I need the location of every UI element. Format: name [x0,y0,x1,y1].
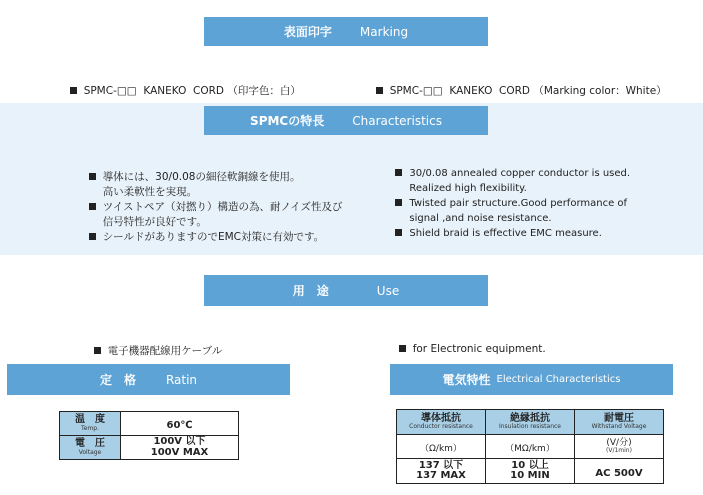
electrical-header-en: Withstand Voltage [591,423,647,431]
char-en-5 [389,217,602,239]
char-jp-text: 高い柔軟性を実現。 [102,186,198,198]
char-en-text: Twisted pair structure.Good performance of [409,198,628,209]
bullet-square-icon [94,347,101,354]
electrical-value-cell [575,459,664,484]
use-jp-text: 電子機器配線用ケーブル [107,345,223,357]
char-jp-text: ツイストペア（対撚り）構造の為、耐ノイズ性及び [102,201,343,213]
electrical-table [396,409,664,484]
bullet-square-icon [395,229,402,236]
table-row [60,412,239,436]
electrical-title-en: Electrical Characteristics [496,374,621,385]
electrical-value-cell [397,459,486,484]
rating-title-band [7,364,290,395]
char-en-text: 30/0.08 annealed copper conductor is used. [409,168,631,179]
electrical-value: 10 以上 [511,459,549,471]
bullet-square-icon [399,345,406,352]
characteristics-title-en: Characteristics [352,113,442,128]
marking-left [63,71,301,98]
table-row [60,436,239,460]
electrical-value: 137 以下 [418,459,464,471]
char-en-text: Shield braid is effective EMC measure. [409,228,602,239]
electrical-header-en: Insulation resistance [498,423,561,431]
electrical-unit: (V/分) [606,437,632,448]
rating-value-en: 100V MAX [150,446,209,458]
rating-label-jp: 電 圧 [75,438,105,450]
marking-right-text: SPMC-□□ KANEKO CORD （Marking color：White） [389,85,667,97]
rating-value: 60℃ [166,420,193,432]
electrical-unit: （MΩ/km） [505,444,555,455]
use-title-en: Use [376,283,400,298]
table-row [397,435,664,459]
bullet-square-icon [89,203,96,210]
electrical-header-en: Conductor resistance [409,423,473,431]
electrical-header-cell [575,410,664,435]
electrical-unit-cell [397,435,486,459]
electrical-header-cell [486,410,575,435]
char-jp-text: 導体には、30/0.08の細径軟銅線を使用。 [102,171,301,183]
electrical-unit-cell [575,435,664,459]
use-title-band [204,275,488,306]
rating-label-cell [60,436,121,460]
electrical-unit: （Ω/km） [420,444,462,455]
marking-right [369,71,667,98]
electrical-header-jp: 導体抵抗 [421,412,461,424]
rating-value-cell [121,412,239,436]
rating-title-jp: 定 格 [99,373,136,387]
electrical-value-cell [486,459,575,484]
marking-title-band [204,17,488,46]
characteristics-title-jp: SPMCの特長 [250,114,325,128]
electrical-unit-cell [486,435,575,459]
characteristics-title-band [204,106,488,135]
use-en [392,331,546,355]
bullet-square-icon [395,169,402,176]
electrical-header-cell [397,410,486,435]
use-en-text: for Electronic equipment. [412,343,546,355]
rating-title-en: Ratin [165,372,198,387]
rating-label-jp: 温 度 [75,414,105,426]
marking-title-en: Marking [359,24,409,39]
rating-label-en: Temp. [81,424,99,432]
electrical-header-jp: 耐電圧 [604,412,634,424]
table-row [397,459,664,484]
electrical-value-en: 137 MAX [416,470,466,481]
electrical-title-band [390,364,673,395]
electrical-header-jp: 絶縁抵抗 [510,412,550,424]
bullet-square-icon [89,233,96,240]
bullet-square-icon [89,173,96,180]
bullet-square-icon [70,87,77,94]
char-en-text: Realized high flexibility. [409,183,527,194]
use-jp [87,331,222,358]
table-row [397,410,664,435]
electrical-title-jp: 電気特性 [442,373,491,387]
use-title-jp: 用 途 [292,284,329,298]
marking-left-text: SPMC-□□ KANEKO CORD （印字色：白） [83,85,301,97]
char-jp-5 [82,217,324,244]
electrical-value: AC 500V [595,467,643,479]
bullet-square-icon [395,199,402,206]
electrical-value-en: 10 MIN [510,470,550,481]
char-jp-text: 信号特性が良好です。 [102,216,207,228]
rating-value-cell [121,436,239,460]
rating-label-en: Voltage [78,448,102,456]
electrical-unit-en: (V/1min) [606,447,632,455]
rating-table [59,411,239,460]
rating-label-cell [60,412,121,436]
char-en-text: signal ,and noise resistance. [409,213,552,224]
marking-title-jp: 表面印字 [283,25,332,39]
bullet-square-icon [376,87,383,94]
char-jp-text: シールドがありますのでEMC対策に有効です。 [102,231,325,243]
rating-value: 100V 以下 [153,436,206,447]
